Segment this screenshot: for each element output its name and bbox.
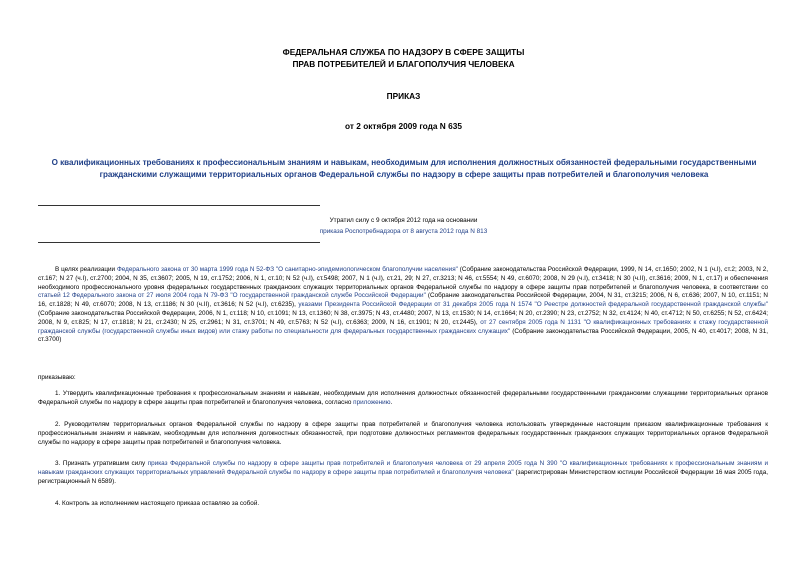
repeal-order-link[interactable]: приказа Роспотребнадзора от 8 августа 2012 года N 813 — [319, 228, 488, 235]
divider-top — [38, 205, 320, 206]
divider-bottom — [38, 242, 320, 243]
law-79-fz-article-12-link[interactable]: статьей 12 Федерального закона от 27 июля 2004 года N 79-ФЗ "О государственной гражданской службе Российской Федерации" — [38, 292, 426, 300]
decree-1131-link[interactable]: от 27 сентября 2005 года N 1131 "О квалификационных требованиях к стажу государственной гражданской службы (государственной службы иных видов) или стажу работы по специальности для федеральных государственных гражданских служащих" — [38, 318, 768, 335]
item1-end: . — [390, 398, 393, 406]
appendix-link[interactable]: приложению — [353, 398, 391, 406]
preamble-text-2: (Собрание законодательства Российской Федерации, 1999, N 14, ст.1650; 2002, N 1 (ч.I), ст.2; 2003, N 2, ст.167; N 27 (ч.I), ст.2700; 2004, N 35, ст.3607; 2005, N 19, ст.1752; 2006, N 1, ст.10; N 52 (ч.I), ст.5498; 2007, N 1 (ч.I), ст.21, 29; N 27, ст.3213; N 46, ст.5554; N 49, ст.6070; 2008, N 29 (ч.I), ст.3418; N 30 (ч.II), ст.3616; 2009, N 1, ст.17) и обеспечения необходимого профессионального уровня федеральных государственных гражданских служащих территориальных органов Федеральной службы по надзору в сфере защиты прав потребителей и благополучия человека, в соответствии со — [38, 266, 768, 291]
document-date: от 2 октября 2009 года N 635 — [345, 121, 462, 131]
status-note-link-line — [0, 226, 807, 237]
item3-end: (зарегистрирован Министерством юстиции Российской Федерации 16 мая 2005 года, регистрационный N 6589). — [38, 468, 768, 485]
agency-name-line2: ПРАВ ПОТРЕБИТЕЛЕЙ И БЛАГОПОЛУЧИЯ ЧЕЛОВЕКА — [292, 59, 515, 69]
agency-name-line1: ФЕДЕРАЛЬНАЯ СЛУЖБА ПО НАДЗОРУ В СФЕРЕ ЗАЩИТЫ — [282, 47, 525, 57]
document-title: О квалификационных требованиях к профессиональным знаниям и навыкам, необходимым для исполнения должностных обязанностей федеральными государственными гражданскими служащими территориальных органов Федеральной службы по надзору в сфере защиты прав потребителей и благополучия человека — [51, 158, 757, 179]
preamble-text-1: В целях реализации — [55, 266, 117, 273]
order-word: приказываю: — [38, 374, 76, 381]
order-item-2: 2. Руководителям территориальных органов Федеральной службы по надзору в сфере защиты прав потребителей и благополучия человека использовать утвержденные настоящим приказом квалификационные требования к профессиональным знаниям и навыкам, необходимым для исполнения должностных обязанностей, при подготовке должностных регламентов федеральных государственных гражданских служащих территориальных органов Федеральной службы по надзору в сфере защиты прав потребителей и благополучия человека. — [38, 421, 768, 446]
document-type: ПРИКАЗ — [386, 91, 421, 101]
law-52-fz-link[interactable]: Федерального закона от 30 марта 1999 года N 52-ФЗ "О санитарно-эпидемиологическом благополучии населения" — [116, 266, 458, 273]
order-item-1 — [38, 390, 768, 408]
order-item-4: 4. Контроль за исполнением настоящего приказа оставляю за собой. — [55, 500, 260, 507]
order-item-3 — [38, 460, 768, 486]
preamble-paragraph — [38, 266, 768, 345]
item1-text: 1. Утвердить квалификационные требования к профессиональным знаниям и навыкам, необходимым для исполнения должностных обязанностей федеральными государственными гражданскими служащими территориальных органов Федеральной службы по надзору в сфере защиты прав потребителей и благополучия человека, согласно — [38, 390, 768, 406]
preamble-text-4: (Собрание законодательства Российской Федерации, 2006, N 1, ст.118; N 10, ст.1091; N 13, ст.1360; N 38, ст.3975; N 43, ст.4480; 2007, N 13, ст.1530; N 14, ст.1664; N 20, ст.2390; N 23, ст.2752; N 32, ст.4124; N 40, ст.4712; N 50, ст.6255; N 52, ст.6424; 2008, N 9, ст.825; N 17, ст.1818; N 21, ст.2430; N 25, ст.2961; N 31, ст.3701; N 49, ст.5763; N 52 (ч.I), ст.6363; 2009, N 16, ст.1901; N 20, ст.2445), — [38, 309, 768, 326]
status-note: Утратил силу с 9 октября 2012 года на основании — [329, 217, 478, 224]
preamble-text-5: (Собрание законодательства Российской Федерации, 2005, N 40, ст.4017; 2008, N 31, ст.3700) — [38, 327, 768, 344]
decree-1574-link[interactable]: указами Президента Российской Федерации от 31 декабря 2005 года N 1574 "О Реестре должностей федеральной государственной гражданской службы" — [298, 301, 768, 309]
preamble-text-3: (Собрание законодательства Российской Федерации, 2004, N 31, ст.3215; 2006, N 6, ст.636; 2007, N 10, ст.1151; N 16, ст.1828; N 49, ст.6070; 2008, N 13, ст.1186; N 30 (ч.II), ст.3616; N 52 (ч.I), ст.6235), — [38, 292, 768, 309]
item3-text: 3. Признать утратившим силу — [55, 460, 148, 467]
order-390-link[interactable]: приказ Федеральной службы по надзору в сфере защиты прав потребителей и благополучия человека от 29 апреля 2005 года N 390 "О квалификационных требованиях к профессиональным знаниям и навыкам гражданских служащих территориальных управлений Федеральной службы по надзору в сфере защиты прав потребителей и благополучия человека" — [38, 460, 768, 476]
